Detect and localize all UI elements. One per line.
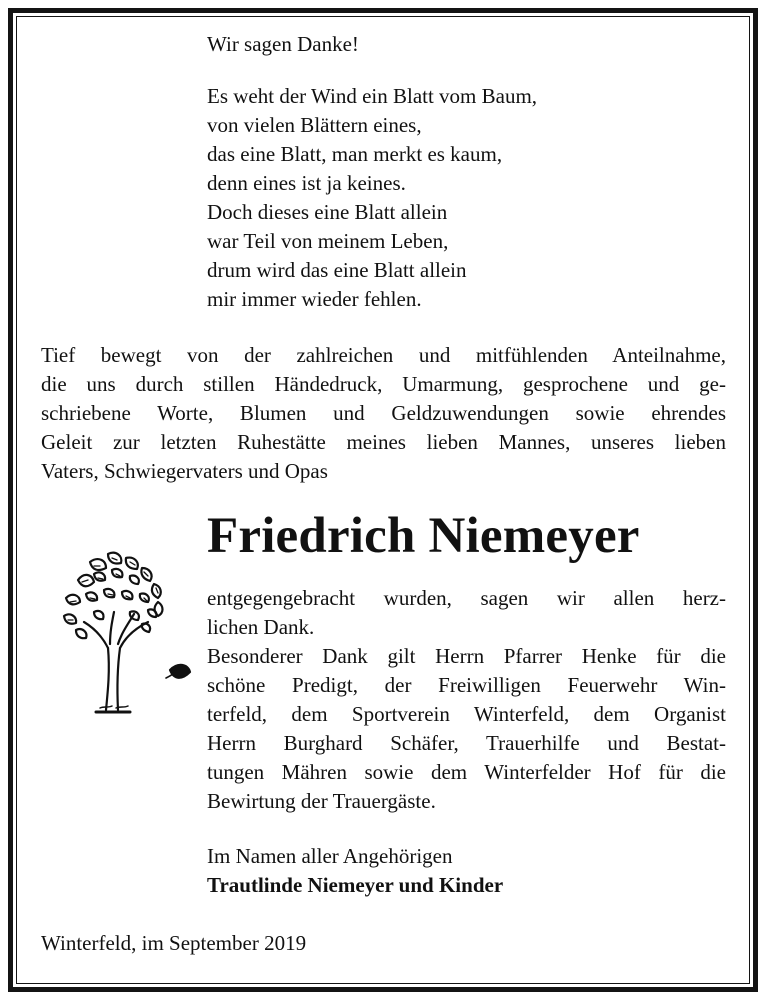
- thanks-line: entgegengebracht wurden, sagen wir allen herz-: [207, 586, 726, 610]
- intro-line: Geleit zur letzten Ruhestätte meines lieben Mannes, unseres lieben: [41, 430, 726, 454]
- thanks-line: lichen Dank.: [207, 615, 315, 639]
- greeting-heading: Wir sagen Danke!: [207, 32, 359, 56]
- tree-with-falling-leaf-icon: [38, 540, 198, 720]
- place-and-date: Winterfeld, im September 2019: [41, 931, 307, 955]
- thanks-line: Herrn Burghard Schäfer, Trauerhilfe und Bestat-: [207, 731, 726, 755]
- poem-line: denn eines ist ja keines.: [207, 171, 406, 195]
- poem: [207, 82, 537, 314]
- signoff-line: Im Namen aller Angehörigen: [207, 844, 453, 868]
- thanks-line: terfeld, dem Sportverein Winterfeld, dem Organist: [207, 702, 726, 726]
- intro-line: Vaters, Schwiegervaters und Opas: [41, 459, 328, 483]
- poem-line: drum wird das eine Blatt allein: [207, 258, 467, 282]
- thanks-line: tungen Mähren sowie dem Winterfelder Hof für die: [207, 760, 726, 784]
- poem-line: mir immer wieder fehlen.: [207, 287, 422, 311]
- poem-line: war Teil von meinem Leben,: [207, 229, 449, 253]
- poem-line: von vielen Blättern eines,: [207, 113, 422, 137]
- poem-line: Es weht der Wind ein Blatt vom Baum,: [207, 84, 538, 108]
- intro-line: die uns durch stillen Händedruck, Umarmung, gesprochene und ge-: [41, 372, 726, 396]
- thanks-line: Bewirtung der Trauergäste.: [207, 789, 436, 813]
- intro-line: schriebene Worte, Blumen und Geldzuwendungen sowie ehrendes: [41, 401, 726, 425]
- intro-line: Tief bewegt von der zahlreichen und mitfühlenden Anteilnahme,: [41, 343, 726, 367]
- intro-paragraph: [41, 341, 726, 486]
- poem-line: das eine Blatt, man merkt es kaum,: [207, 142, 503, 166]
- thanks-line: Besonderer Dank gilt Herrn Pfarrer Henke für die: [207, 644, 726, 668]
- thanks-line: schöne Predigt, der Freiwilligen Feuerwehr Win-: [207, 673, 726, 697]
- signer-name: Trautlinde Niemeyer und Kinder: [207, 873, 504, 897]
- poem-line: Doch dieses eine Blatt allein: [207, 200, 448, 224]
- thanks-paragraph: [207, 584, 726, 816]
- deceased-name: Friedrich Niemeyer: [207, 508, 640, 564]
